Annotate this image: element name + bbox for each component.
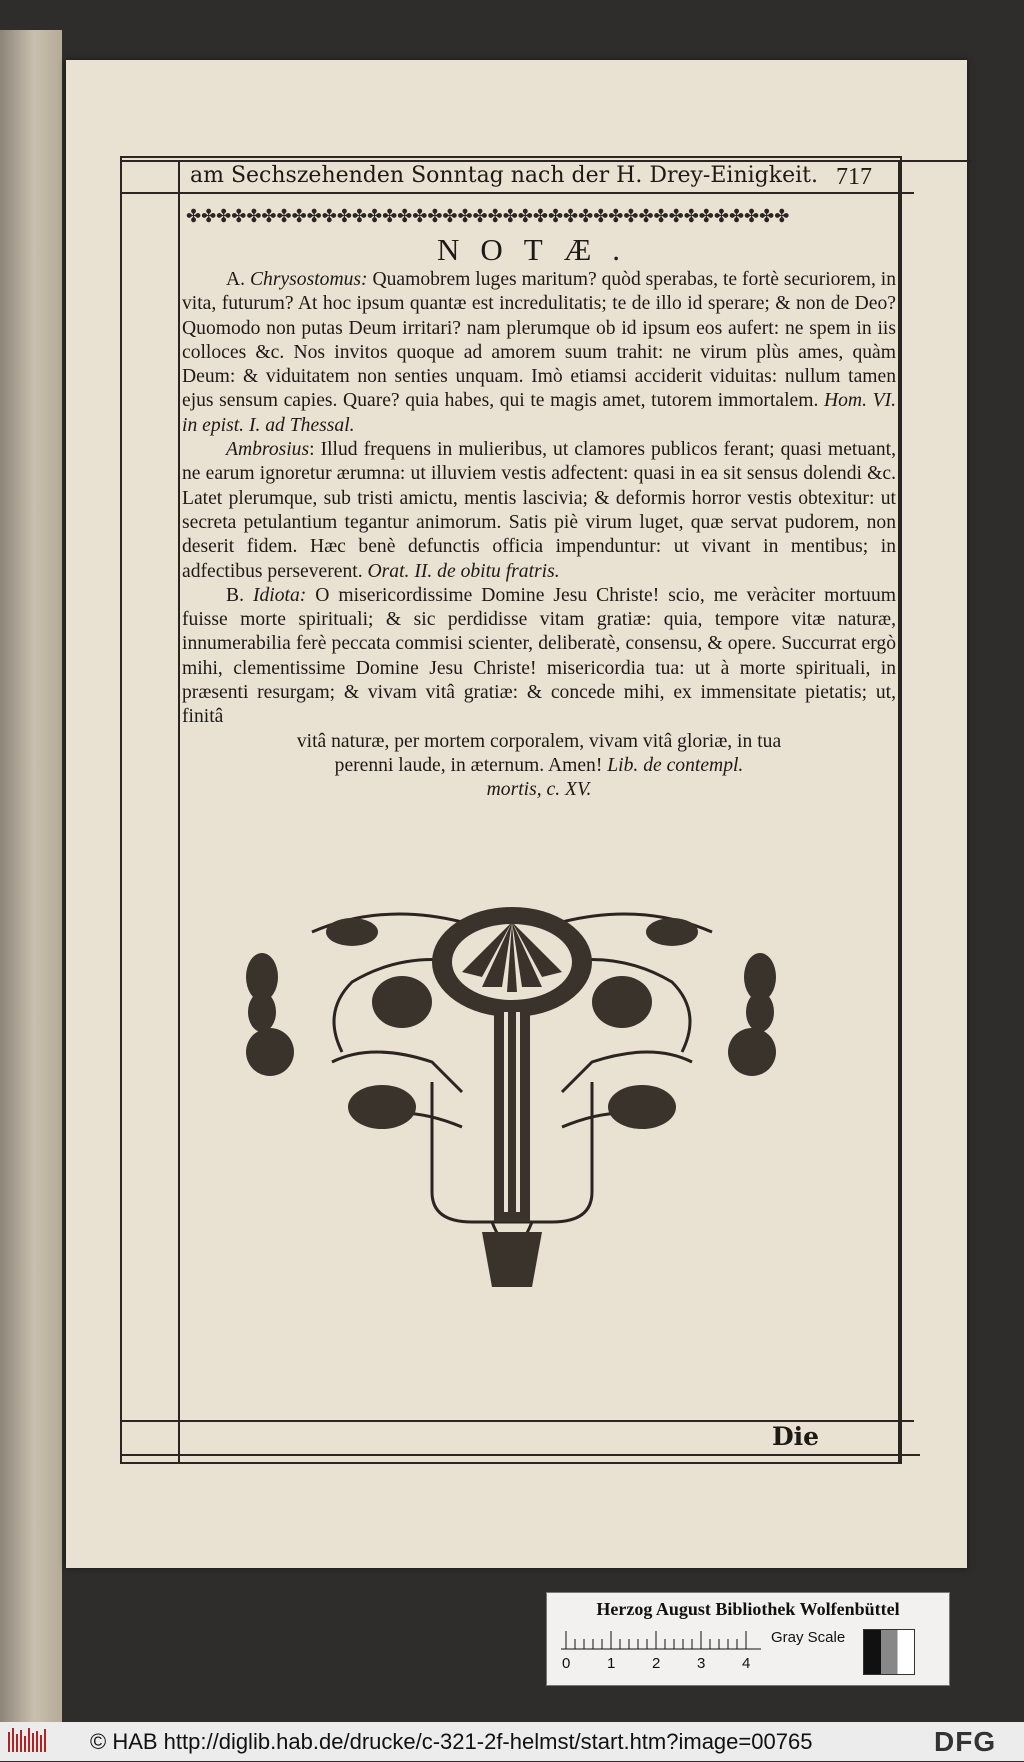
ruler-number: 0	[562, 1655, 571, 1672]
ruler-number: 4	[742, 1655, 751, 1672]
gray-scale-label: Gray Scale	[771, 1629, 846, 1646]
ruler-number: 1	[607, 1655, 616, 1672]
citation: Lib. de contempl.	[607, 754, 744, 776]
citation: Orat. II. de obitu fratris.	[367, 560, 560, 582]
ornament-border-row: ✤✤✤✤✤✤✤✤✤✤✤✤✤✤✤✤✤✤✤✤✤✤✤✤✤✤✤✤✤✤✤✤✤✤✤✤✤✤✤✤	[186, 206, 790, 226]
closing-text: perenni laude, in æternum. Amen!	[334, 754, 603, 776]
ruler-number: 3	[697, 1655, 706, 1672]
note-body: O misericordissime Domine Jesu Christe! scio, me veràciter mortuum fuisse morte spirituali; & sic perdidisse vitam gratiæ: quia, tempore vitæ naturæ, innumerabilia ferè peccata commisi scienter, deliberatè, consensu, & opere. Succurrat ergò mihi, clementissime Domine Jesu Christe! misericordia tua: ut à morte spirituali, in præsenti resurgam; & vivam vitâ gratiæ: & concede mihi, ex immensitate pietatis; ut, finitâ	[182, 584, 896, 728]
footer-citation: © HAB http://diglib.hab.de/drucke/c-321-2f-helmst/start.htm?image=00765	[90, 1729, 813, 1754]
running-head: am Sechszehenden Sonntag nach der H. Drey-Einigkeit.	[190, 163, 818, 188]
closing-line	[182, 778, 896, 802]
book-page	[66, 60, 967, 1568]
author-name: Chrysostomus:	[249, 269, 368, 290]
citation: mortis, c. XV.	[486, 779, 592, 801]
note-paragraph	[182, 268, 896, 438]
rule-bottom-outer	[120, 1454, 920, 1456]
woodcut-ornament-palm-tree	[232, 892, 792, 1292]
note-letter: A.	[226, 269, 250, 290]
section-title: NOTÆ.	[436, 232, 642, 267]
hab-logo-icon	[8, 1728, 48, 1754]
dfg-logo: DFG	[934, 1726, 997, 1757]
author-name: Idiota:	[252, 584, 307, 606]
closing-line	[182, 754, 896, 778]
notes-text	[182, 268, 896, 803]
note-letter: B.	[226, 584, 253, 606]
note-body: Quamobrem luges maritum? quòd sperabas, te fortè securiorem, in vita, futurum? At hoc ipsum quantæ est incredulitatis; te de illo id sperare; & non de Deo? Quomodo non putas Deum irritari? nam plerumque ob id ipsum eos aufert: ne spem in iis colloces &c. Nos invitos quoque ad amorem suum trahit: ne virum plùs ames, quàm Deum: & viduitatem non senties unquam. Imò etiamsi acciderit viduitas: nullum tamen ejus sensum capies. Quare? quia habes, qui te magis amet, tutorem immortalem.	[182, 269, 896, 412]
ruler-scale	[561, 1627, 761, 1651]
ruler-number: 2	[652, 1655, 661, 1672]
card-title: Herzog August Bibliothek Wolfenbüttel	[596, 1599, 900, 1619]
note-body: : Illud frequens in mulieribus, ut clamores publicos ferant; quasi metuant, ne earum ignoretur ærumna: ut illuviem vestis adfectent: quasi in ea sit sensus dolendi &c. Latet plerumque, sub tristi amictu, mentis lascivia; & deformis horror vestis obtexitur: ut secreta petulantium tegantur animorum. Satis piè virum luget, quæ servat pudorem, non deserit fidem. Hæc benè defunctis officia impenduntur: ut vivant in mentibus; in adfectibus perseverent.	[182, 439, 896, 582]
closing-line: vitâ naturæ, per mortem corporalem, vivam vitâ gloriæ, in tua	[296, 730, 782, 752]
color-reference-card	[546, 1592, 950, 1686]
facing-page-edge	[0, 30, 62, 1730]
note-paragraph	[182, 584, 896, 730]
citation: Hom. VI. in epist. I. ad Thessal.	[182, 390, 896, 436]
author-name: Ambrosius	[226, 439, 310, 461]
catchword: Die	[772, 1422, 820, 1451]
note-paragraph	[182, 438, 896, 584]
footer-bar	[0, 1722, 1024, 1761]
gray-scale-swatch	[863, 1629, 915, 1675]
page-number: 717	[836, 164, 872, 190]
